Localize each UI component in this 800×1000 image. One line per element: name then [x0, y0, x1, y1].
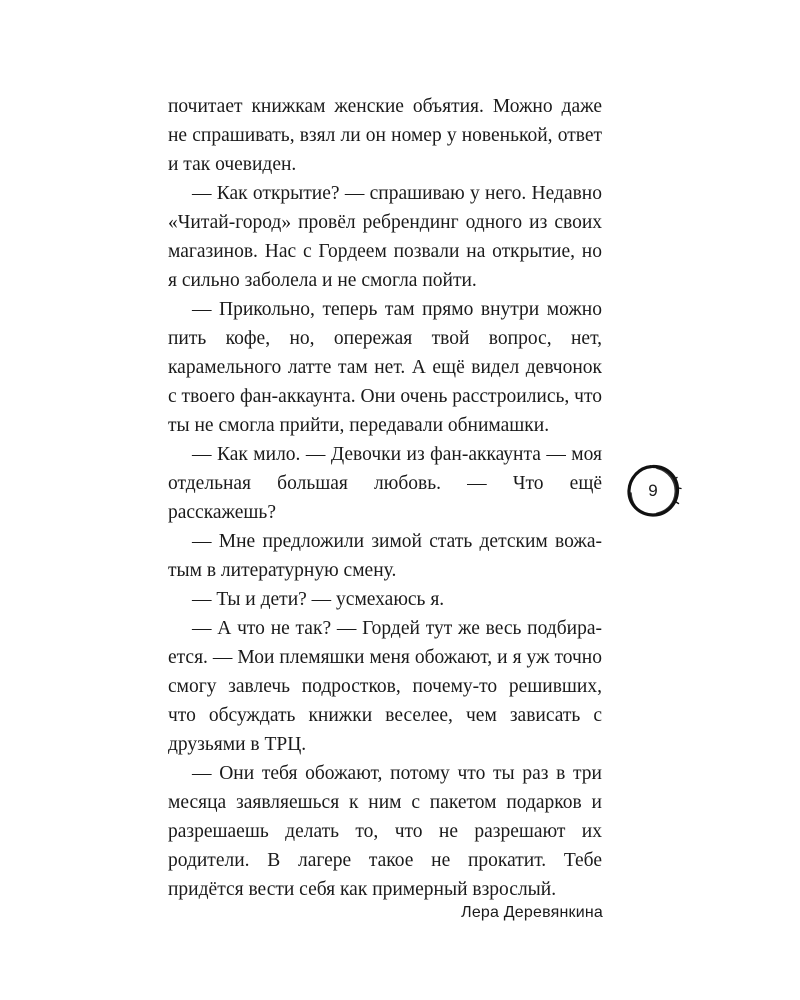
page-number-badge	[624, 462, 682, 520]
paragraph: — Ты и дети? — усмехаюсь я.	[192, 589, 445, 610]
running-footer-author: Лера Деревянкина	[461, 904, 603, 921]
body-text	[168, 92, 602, 904]
paragraph: — Прикольно, теперь там прямо внутри можно пить кофе, но, опережая твой вопрос, нет, карамельного латте там нет. А ещё видел девчонок с твоего фан-аккаунта. Они очень расстроились, что ты не смогла прийти, передавали обнимашки.	[168, 299, 602, 436]
paragraph: — Как мило. — Девочки из фан-аккаунта — моя отдельная большая любовь. — Что ещё расскажешь?	[168, 444, 602, 523]
paragraph: — А что не так? — Гордей тут же весь подбирается. — Мои племяшки меня обожают, и я уж точно смогу завлечь подростков, почему-то решивших, что обсуждать книжки веселее, чем зависать с друзьями в ТРЦ.	[168, 618, 602, 755]
page-number: 9	[648, 481, 658, 500]
paragraph: — Как открытие? — спрашиваю у него. Недавно «Читай-город» провёл ребрендинг одного из своих магазинов. Нас с Гордеем позвали на открытие, но я сильно заболела и не смогла пойти.	[168, 183, 602, 291]
paragraph: почитает книжкам женские объятия. Можно даже не спрашивать, взял ли он номер у новенькой, ответ и так очевиден.	[168, 96, 602, 175]
paragraph: — Мне предложили зимой стать детским вожатым в литературную смену.	[168, 531, 602, 581]
paragraph: — Они тебя обожают, потому что ты раз в три месяца заявляешься к ним с пакетом подарков и разрешаешь делать то, что не разрешают их родители. В лагере такое не прокатит. Тебе придётся вести себя как примерный взрослый.	[168, 763, 602, 900]
